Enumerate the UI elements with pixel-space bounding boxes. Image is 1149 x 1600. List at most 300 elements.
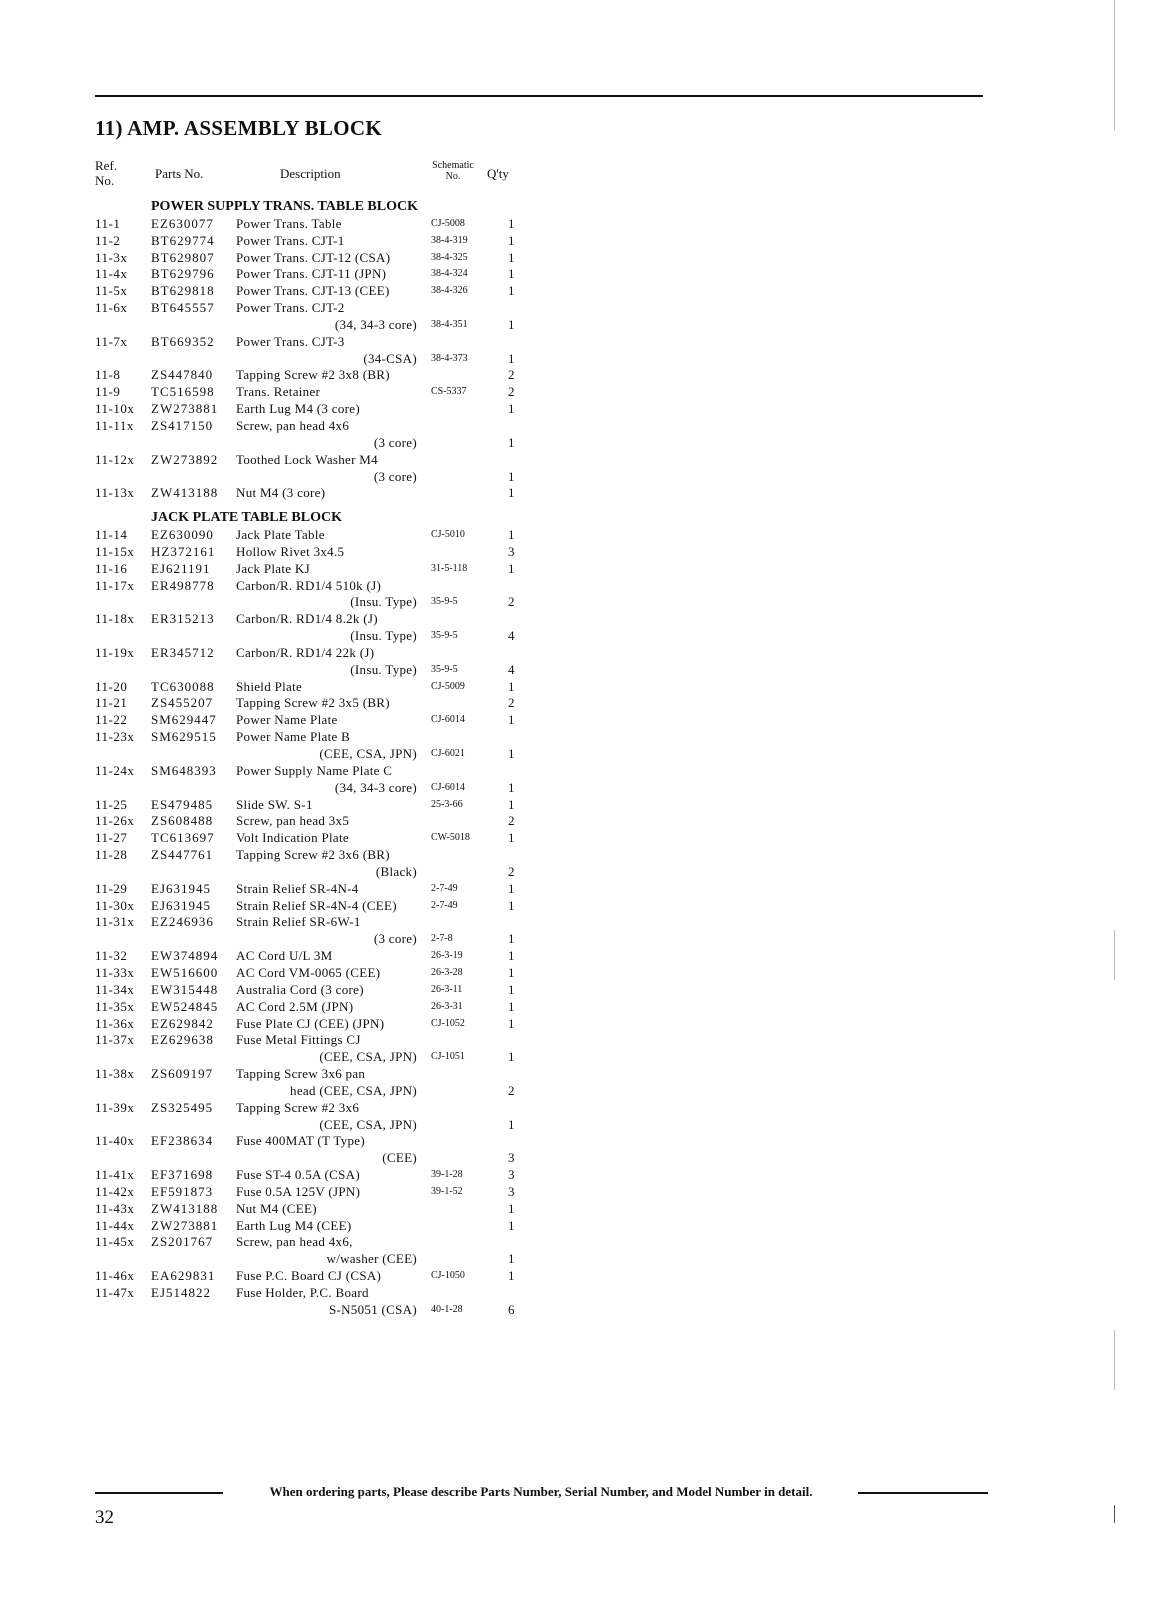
ref-no-cell: 11-9	[95, 384, 121, 400]
qty-cell: 1	[508, 401, 515, 417]
qty-cell: 3	[508, 543, 515, 559]
part-row-continuation	[0, 317, 560, 334]
part-row	[0, 418, 560, 435]
part-row	[0, 561, 560, 578]
header-qty: Q'ty	[487, 166, 509, 181]
part-row	[0, 847, 560, 864]
ref-no-cell: 11-45x	[95, 1234, 135, 1250]
description-continuation-cell: (Insu. Type)	[350, 661, 417, 677]
ref-no-cell: 11-15x	[95, 543, 135, 559]
header-ref-line1: Ref.	[95, 158, 118, 173]
parts-no-cell: SM629515	[151, 729, 217, 745]
parts-no-cell: EF591873	[151, 1183, 214, 1199]
block-heading	[0, 510, 560, 527]
parts-no-cell: ZW273881	[151, 1217, 219, 1233]
qty-cell: 1	[508, 434, 515, 450]
schematic-no-cell: 26-3-31	[431, 1000, 463, 1012]
description-cell: Toothed Lock Washer M4	[236, 451, 378, 467]
part-row	[0, 578, 560, 595]
parts-no-cell: BT629807	[151, 249, 215, 265]
schematic-no-cell: 26-3-19	[431, 950, 463, 962]
description-continuation-cell: (CEE)	[382, 1150, 417, 1166]
qty-cell: 1	[508, 964, 515, 980]
part-row-continuation	[0, 1049, 560, 1066]
header-ref-line2: No.	[95, 173, 115, 188]
description-continuation-cell: (CEE, CSA, JPN)	[319, 1049, 417, 1065]
qty-cell: 3	[508, 1167, 515, 1183]
qty-cell: 1	[508, 266, 515, 282]
description-cell: Nut M4 (3 core)	[236, 485, 326, 501]
ref-no-cell: 11-16	[95, 560, 128, 576]
parts-no-cell: EA629831	[151, 1268, 216, 1284]
part-row	[0, 763, 560, 780]
footer-rule-right	[858, 1492, 988, 1494]
part-row	[0, 712, 560, 729]
parts-no-cell: EW374894	[151, 948, 219, 964]
description-continuation-cell: w/washer (CEE)	[326, 1251, 417, 1267]
part-row	[0, 881, 560, 898]
part-row	[0, 679, 560, 696]
schematic-no-cell: CS-5337	[431, 386, 467, 398]
description-cell: Power Trans. CJT-12 (CSA)	[236, 249, 391, 265]
ref-no-cell: 11-3x	[95, 249, 128, 265]
qty-cell: 1	[508, 1200, 515, 1216]
ref-no-cell: 11-38x	[95, 1066, 135, 1082]
description-continuation-cell: (3 core)	[373, 468, 417, 484]
part-row	[0, 898, 560, 915]
parts-no-cell: ZW413188	[151, 1200, 219, 1216]
parts-no-cell: ZS447840	[151, 367, 214, 383]
description-cell: Fuse 0.5A 125V (JPN)	[236, 1183, 361, 1199]
description-cell: AC Cord U/L 3M	[236, 948, 333, 964]
part-row-continuation	[0, 1083, 560, 1100]
part-row	[0, 384, 560, 401]
description-cell: Power Trans. CJT-11 (JPN)	[236, 266, 387, 282]
description-cell: Tapping Screw #2 3x8 (BR)	[236, 367, 390, 383]
ref-no-cell: 11-35x	[95, 998, 135, 1014]
part-row	[0, 1032, 560, 1049]
ref-no-cell: 11-11x	[95, 417, 134, 433]
schematic-no-cell: CJ-6014	[431, 781, 465, 793]
scan-edge-mark	[1114, 1505, 1115, 1523]
description-continuation-cell: (CEE, CSA, JPN)	[319, 746, 417, 761]
part-row	[0, 948, 560, 965]
ref-no-cell: 11-25	[95, 796, 128, 812]
ref-no-cell: 11-24x	[95, 762, 135, 778]
part-row	[0, 729, 560, 746]
description-cell: Fuse ST-4 0.5A (CSA)	[236, 1167, 360, 1183]
ref-no-cell: 11-10x	[95, 401, 135, 417]
ref-no-cell: 11-6x	[95, 300, 128, 316]
qty-cell: 1	[508, 485, 515, 501]
qty-cell: 1	[508, 981, 515, 997]
description-cell: Fuse 400MAT (T Type)	[236, 1133, 365, 1149]
description-continuation-cell: (3 core)	[373, 434, 417, 450]
part-row	[0, 965, 560, 982]
qty-cell: 2	[508, 695, 515, 711]
parts-no-cell: ZS201767	[151, 1234, 214, 1250]
parts-no-cell: ER498778	[151, 577, 215, 593]
description-cell: Slide SW. S-1	[236, 796, 313, 812]
ref-no-cell: 11-2	[95, 232, 121, 248]
part-row	[0, 452, 560, 469]
description-continuation-cell: head (CEE, CSA, JPN)	[290, 1082, 417, 1098]
description-cell: Strain Relief SR-4N-4 (CEE)	[236, 897, 397, 913]
qty-cell: 1	[508, 880, 515, 896]
description-continuation-cell: (Insu. Type)	[350, 594, 417, 610]
ref-no-cell: 11-20	[95, 678, 128, 694]
part-row-continuation	[0, 1150, 560, 1167]
part-row-continuation	[0, 1117, 560, 1134]
part-row	[0, 527, 560, 544]
parts-no-cell: ES479485	[151, 796, 214, 812]
schematic-no-cell: 38-4-325	[431, 251, 468, 263]
top-rule	[95, 95, 983, 97]
schematic-no-cell: 35-9-5	[431, 663, 458, 675]
parts-no-cell: ZW413188	[151, 485, 219, 501]
ref-no-cell: 11-28	[95, 847, 128, 863]
ref-no-cell: 11-32	[95, 948, 128, 964]
part-row-continuation	[0, 594, 560, 611]
parts-no-cell: EZ630077	[151, 215, 214, 231]
qty-cell: 1	[508, 998, 515, 1014]
description-continuation-cell: S-N5051 (CSA)	[328, 1301, 417, 1317]
block-heading-text: POWER SUPPLY TRANS. TABLE BLOCK	[151, 199, 418, 214]
part-row-continuation	[0, 351, 560, 368]
description-cell: Carbon/R. RD1/4 8.2k (J)	[236, 611, 378, 627]
description-cell: Nut M4 (CEE)	[236, 1200, 317, 1216]
qty-cell: 1	[508, 1116, 515, 1132]
part-row	[0, 1201, 560, 1218]
part-row	[0, 1167, 560, 1184]
parts-no-cell: EJ621191	[151, 560, 211, 576]
ref-no-cell: 11-34x	[95, 981, 135, 997]
ref-no-cell: 11-17x	[95, 577, 135, 593]
section-title: 11) AMP. ASSEMBLY BLOCK	[95, 116, 382, 140]
part-row	[0, 813, 560, 830]
parts-no-cell: BT629796	[151, 266, 215, 282]
part-row	[0, 1133, 560, 1150]
schematic-no-cell: 38-4-326	[431, 285, 468, 297]
qty-cell: 1	[508, 1049, 515, 1065]
parts-no-cell: ZS325495	[151, 1099, 214, 1115]
qty-cell: 2	[508, 1082, 515, 1098]
schematic-no-cell: 38-4-319	[431, 234, 468, 246]
qty-cell: 1	[508, 746, 515, 761]
description-cell: Tapping Screw 3x6 pan	[236, 1066, 366, 1082]
qty-cell: 6	[508, 1301, 515, 1317]
header-parts-no: Parts No.	[155, 166, 204, 181]
part-row	[0, 1100, 560, 1117]
description-cell: AC Cord 2.5M (JPN)	[236, 998, 354, 1014]
description-cell: Power Trans. CJT-13 (CEE)	[236, 283, 390, 299]
parts-no-cell: EF371698	[151, 1167, 214, 1183]
parts-no-cell: ER345712	[151, 644, 215, 660]
description-cell: Fuse P.C. Board CJ (CSA)	[236, 1268, 382, 1284]
part-row	[0, 1218, 560, 1235]
ref-no-cell: 11-47x	[95, 1285, 135, 1300]
ref-no-cell: 11-23x	[95, 729, 135, 745]
schematic-no-cell: 38-4-373	[431, 352, 468, 364]
ref-no-cell: 11-40x	[95, 1133, 135, 1149]
description-cell: Strain Relief SR-6W-1	[236, 914, 361, 930]
parts-no-cell: BT629818	[151, 283, 215, 299]
part-row	[0, 1184, 560, 1201]
parts-no-cell: ZS417150	[151, 417, 214, 433]
description-cell: AC Cord VM-0065 (CEE)	[236, 964, 381, 980]
parts-no-cell: EW516600	[151, 964, 219, 980]
part-row	[0, 401, 560, 418]
part-row	[0, 611, 560, 628]
parts-list	[0, 199, 560, 1319]
qty-cell: 1	[508, 350, 515, 366]
qty-cell: 2	[508, 367, 515, 383]
ref-no-cell: 11-37x	[95, 1032, 135, 1048]
schematic-no-cell: CJ-1051	[431, 1051, 465, 1063]
parts-no-cell: EW524845	[151, 998, 219, 1014]
parts-no-cell: EJ631945	[151, 897, 211, 913]
qty-cell: 1	[508, 779, 515, 795]
qty-cell: 1	[508, 931, 515, 947]
scan-edge-mark	[1114, 930, 1115, 980]
description-cell: Power Name Plate	[236, 712, 338, 728]
part-row	[0, 266, 560, 283]
qty-cell: 1	[508, 1015, 515, 1031]
description-cell: Tapping Screw #2 3x5 (BR)	[236, 695, 390, 711]
description-cell: Screw, pan head 4x6	[236, 417, 350, 433]
schematic-no-cell: CJ-1052	[431, 1017, 465, 1029]
ref-no-cell: 11-13x	[95, 485, 135, 501]
parts-no-cell: BT645557	[151, 300, 215, 316]
description-cell: Power Trans. CJT-2	[236, 300, 345, 316]
header-description: Description	[280, 166, 341, 181]
ref-no-cell: 11-18x	[95, 611, 135, 627]
qty-cell: 3	[508, 1183, 515, 1199]
part-row-continuation	[0, 435, 560, 452]
schematic-no-cell: 2-7-49	[431, 882, 458, 894]
ref-no-cell: 11-39x	[95, 1099, 135, 1115]
part-row-continuation	[0, 1251, 560, 1268]
description-cell: Power Trans. Table	[236, 215, 342, 231]
ref-no-cell: 11-46x	[95, 1268, 135, 1284]
description-continuation-cell: (3 core)	[373, 931, 417, 947]
schematic-no-cell: CJ-5008	[431, 217, 465, 229]
description-cell: Power Supply Name Plate C	[236, 762, 393, 778]
part-row	[0, 485, 560, 502]
ref-no-cell: 11-5x	[95, 283, 128, 299]
qty-cell: 4	[508, 628, 515, 644]
part-row-continuation	[0, 864, 560, 881]
part-row	[0, 982, 560, 999]
parts-no-cell: EW315448	[151, 981, 219, 997]
qty-cell: 1	[508, 712, 515, 728]
ref-no-cell: 11-36x	[95, 1015, 135, 1031]
ref-no-cell: 11-41x	[95, 1167, 135, 1183]
ref-no-cell: 11-22	[95, 712, 128, 728]
qty-cell: 1	[508, 468, 515, 484]
ref-no-cell: 11-43x	[95, 1200, 135, 1216]
description-cell: Tapping Screw #2 3x6 (BR)	[236, 847, 390, 863]
schematic-no-cell: 35-9-5	[431, 596, 458, 608]
part-row-continuation	[0, 662, 560, 679]
description-cell: Carbon/R. RD1/4 510k (J)	[236, 577, 382, 593]
parts-no-cell: BT629774	[151, 232, 215, 248]
description-cell: Trans. Retainer	[236, 384, 321, 400]
part-row	[0, 1016, 560, 1033]
part-row	[0, 250, 560, 267]
ref-no-cell: 11-33x	[95, 964, 135, 980]
parts-no-cell: EJ631945	[151, 880, 211, 896]
ref-no-cell: 11-4x	[95, 266, 128, 282]
parts-no-cell: TC613697	[151, 830, 215, 846]
ref-no-cell: 11-21	[95, 695, 128, 711]
description-cell: Strain Relief SR-4N-4	[236, 880, 359, 896]
part-row-continuation	[0, 628, 560, 645]
qty-cell: 1	[508, 948, 515, 964]
schematic-no-cell: 31-5-118	[431, 562, 468, 574]
qty-cell: 1	[508, 283, 515, 299]
ref-no-cell: 11-27	[95, 830, 128, 846]
parts-no-cell: ZW273892	[151, 451, 219, 467]
page-number: 32	[95, 1507, 114, 1528]
schematic-no-cell: CJ-5010	[431, 529, 465, 541]
qty-cell: 1	[508, 897, 515, 913]
ref-no-cell: 11-30x	[95, 897, 135, 913]
footer-note: When ordering parts, Please describe Parts Number, Serial Number, and Model Number in detail.	[269, 1484, 813, 1499]
parts-no-cell: EJ514822	[151, 1285, 211, 1300]
description-continuation-cell: (CEE, CSA, JPN)	[319, 1116, 417, 1132]
parts-no-cell: ZS608488	[151, 813, 214, 829]
part-row-continuation	[0, 780, 560, 797]
ref-no-cell: 11-31x	[95, 914, 135, 930]
qty-cell: 3	[508, 1150, 515, 1166]
qty-cell: 1	[508, 527, 515, 543]
schematic-no-cell: 25-3-66	[431, 798, 463, 810]
qty-cell: 2	[508, 384, 515, 400]
qty-cell: 1	[508, 232, 515, 248]
part-row	[0, 1285, 560, 1302]
scan-edge-mark	[1114, 1330, 1115, 1390]
description-continuation-cell: (34, 34-3 core)	[334, 779, 417, 795]
parts-no-cell: TC516598	[151, 384, 215, 400]
ref-no-cell: 11-7x	[95, 333, 128, 349]
description-continuation-cell: (Insu. Type)	[350, 628, 417, 644]
part-row	[0, 367, 560, 384]
qty-cell: 4	[508, 661, 515, 677]
description-continuation-cell: (Black)	[375, 863, 417, 879]
qty-cell: 1	[508, 215, 515, 231]
part-row	[0, 1066, 560, 1083]
description-cell: Earth Lug M4 (CEE)	[236, 1217, 352, 1233]
part-row-continuation	[0, 746, 560, 763]
parts-no-cell: HZ372161	[151, 543, 216, 559]
ref-no-cell: 11-19x	[95, 644, 135, 660]
description-cell: Screw, pan head 3x5	[236, 813, 350, 829]
description-cell: Shield Plate	[236, 678, 303, 694]
description-cell: Australia Cord (3 core)	[236, 981, 364, 997]
block-spacer	[0, 502, 560, 510]
description-cell: Jack Plate KJ	[236, 560, 310, 576]
description-cell: Fuse Metal Fittings CJ	[236, 1032, 361, 1048]
parts-no-cell: SM629447	[151, 712, 217, 728]
schematic-no-cell: CJ-5009	[431, 680, 465, 692]
qty-cell: 1	[508, 560, 515, 576]
qty-cell: 1	[508, 316, 515, 332]
part-row-continuation	[0, 469, 560, 486]
ref-no-cell: 11-8	[95, 367, 121, 383]
part-row	[0, 544, 560, 561]
parts-no-cell: EZ629842	[151, 1015, 214, 1031]
description-cell: Screw, pan head 4x6,	[236, 1234, 353, 1250]
block-heading	[0, 199, 560, 216]
description-cell: Fuse Holder, P.C. Board	[236, 1285, 369, 1300]
part-row	[0, 283, 560, 300]
part-row-continuation	[0, 931, 560, 948]
description-cell: Earth Lug M4 (3 core)	[236, 401, 360, 417]
qty-cell: 1	[508, 678, 515, 694]
parts-no-cell: TC630088	[151, 678, 215, 694]
schematic-no-cell: 40-1-28	[431, 1303, 463, 1315]
parts-no-cell: ZS609197	[151, 1066, 214, 1082]
description-cell: Fuse Plate CJ (CEE) (JPN)	[236, 1015, 385, 1031]
schematic-no-cell: CJ-6021	[431, 748, 465, 759]
description-cell: Power Name Plate B	[236, 729, 351, 745]
qty-cell: 1	[508, 830, 515, 846]
description-cell: Power Trans. CJT-1	[236, 232, 345, 248]
header-ref-no	[95, 158, 117, 188]
schematic-no-cell: 2-7-8	[431, 933, 453, 945]
part-row	[0, 216, 560, 233]
part-row	[0, 300, 560, 317]
qty-cell: 1	[508, 1217, 515, 1233]
schematic-no-cell: 38-4-324	[431, 268, 468, 280]
qty-cell: 2	[508, 813, 515, 829]
part-row	[0, 1268, 560, 1285]
ref-no-cell: 11-1	[95, 215, 121, 231]
schematic-no-cell: 38-4-351	[431, 318, 468, 330]
description-cell: Jack Plate Table	[236, 527, 325, 543]
ref-no-cell: 11-14	[95, 527, 128, 543]
schematic-no-cell: CJ-1050	[431, 1270, 465, 1282]
qty-cell: 1	[508, 796, 515, 812]
qty-cell: 1	[508, 1251, 515, 1267]
part-row	[0, 914, 560, 931]
part-row	[0, 830, 560, 847]
ref-no-cell: 11-42x	[95, 1183, 135, 1199]
scan-edge-mark	[1114, 0, 1115, 130]
description-cell: Carbon/R. RD1/4 22k (J)	[236, 644, 375, 660]
schematic-no-cell: 26-3-28	[431, 966, 463, 978]
block-heading-text: JACK PLATE TABLE BLOCK	[151, 510, 342, 526]
qty-cell: 1	[508, 1268, 515, 1284]
part-row	[0, 1234, 560, 1251]
part-row	[0, 233, 560, 250]
description-cell: Tapping Screw #2 3x6	[236, 1099, 360, 1115]
schematic-no-cell: 39-1-28	[431, 1169, 463, 1181]
description-continuation-cell: (34, 34-3 core)	[334, 316, 417, 332]
header-schematic-line1: Schematic	[432, 160, 474, 171]
parts-no-cell: ZS447761	[151, 847, 214, 863]
qty-cell: 1	[508, 249, 515, 265]
part-row	[0, 999, 560, 1016]
parts-no-cell: SM648393	[151, 762, 217, 778]
ref-no-cell: 11-12x	[95, 451, 135, 467]
part-row-continuation	[0, 1302, 560, 1319]
parts-no-cell: ER315213	[151, 611, 215, 627]
parts-no-cell: ZW273881	[151, 401, 219, 417]
schematic-no-cell: 26-3-11	[431, 983, 463, 995]
parts-no-cell: BT669352	[151, 333, 215, 349]
